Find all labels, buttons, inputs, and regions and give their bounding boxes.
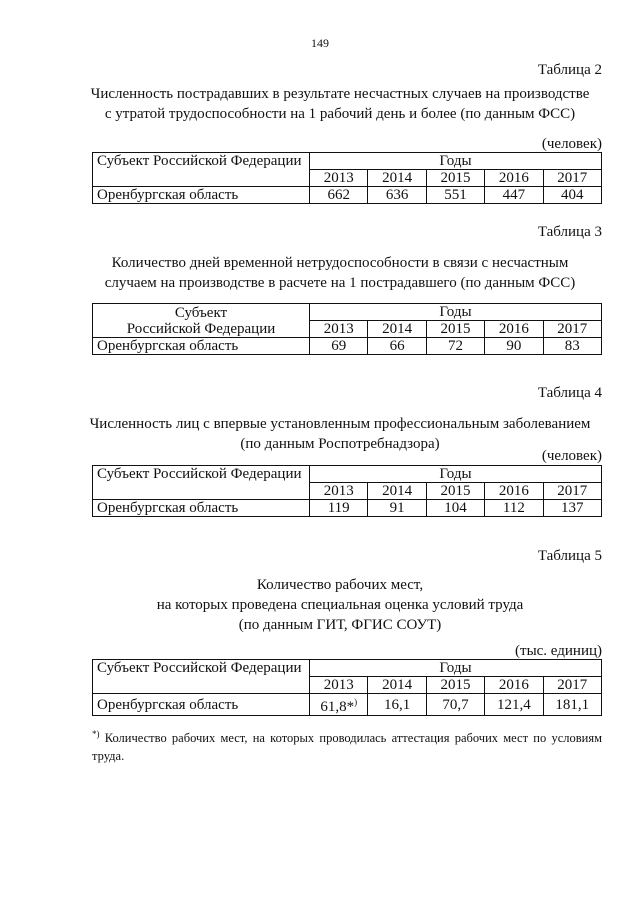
value-cell: 181,1	[543, 694, 601, 716]
year-cell: 2015	[426, 321, 484, 338]
title-line: Численность пострадавших в результате несчастных случаев на производстве	[90, 86, 590, 102]
value-cell: 119	[310, 500, 368, 517]
year-cell: 2016	[485, 483, 543, 500]
table-5	[92, 659, 602, 716]
table-row	[93, 694, 602, 716]
table-5-label: Таблица 5	[537, 548, 602, 564]
year-cell: 2016	[485, 321, 543, 338]
table-row	[93, 500, 602, 517]
year-cell: 2015	[426, 677, 484, 694]
value-cell: 447	[485, 187, 543, 204]
value-cell: 91	[368, 500, 426, 517]
year-cell: 2017	[543, 483, 601, 500]
title-line: (по данным Роспотребнадзора)	[240, 436, 440, 452]
table-header-row	[93, 466, 602, 483]
title-line: случаем на производстве в расчете на 1 пострадавшего (по данным ФСС)	[104, 275, 576, 291]
year-cell: 2014	[368, 483, 426, 500]
subject-header	[93, 304, 310, 338]
year-cell: 2016	[485, 677, 543, 694]
value-cell: 404	[543, 187, 601, 204]
title-line: с утратой трудоспособности на 1 рабочий день и более (по данным ФСС)	[104, 106, 576, 122]
footnote-mark: *)	[92, 729, 100, 739]
year-cell: 2017	[543, 677, 601, 694]
table-4-title	[70, 414, 610, 454]
value-cell: 66	[368, 338, 426, 355]
subject-header: Субъект Российской Федерации	[93, 466, 310, 500]
table-2-title	[70, 84, 610, 124]
year-cell: 2017	[543, 321, 601, 338]
year-cell: 2013	[310, 677, 368, 694]
table-3-label: Таблица 3	[537, 224, 602, 240]
subject-header: Субъект Российской Федерации	[93, 660, 310, 694]
title-line: (по данным ГИТ, ФГИС СОУТ)	[238, 617, 442, 633]
table-row	[93, 338, 602, 355]
table-3	[92, 303, 602, 355]
table-5-title	[70, 575, 610, 635]
years-header: Годы	[310, 660, 602, 677]
table-header-row	[93, 304, 602, 321]
value-cell: 16,1	[368, 694, 426, 716]
region-cell: Оренбургская область	[93, 338, 310, 355]
value-cell: 137	[543, 500, 601, 517]
value-cell: 90	[485, 338, 543, 355]
year-cell: 2013	[310, 321, 368, 338]
footnote	[92, 725, 602, 765]
value-cell: 636	[368, 187, 426, 204]
year-cell: 2014	[368, 677, 426, 694]
table-row	[93, 187, 602, 204]
value-cell: 551	[426, 187, 484, 204]
table-4-unit: (человек)	[541, 448, 602, 464]
year-cell: 2013	[310, 170, 368, 187]
subject-header: Субъект Российской Федерации	[93, 153, 310, 187]
value-cell: 69	[310, 338, 368, 355]
title-line: Количество рабочих мест,	[256, 577, 424, 593]
table-2	[92, 152, 602, 204]
years-header: Годы	[310, 304, 602, 321]
table-5-unit: (тыс. единиц)	[515, 643, 602, 659]
title-line: Количество дней временной нетрудоспособности в связи с несчастным	[111, 255, 569, 271]
page-number: 149	[311, 36, 329, 50]
table-3-title	[70, 253, 610, 293]
year-cell: 2014	[368, 321, 426, 338]
year-cell: 2013	[310, 483, 368, 500]
value-cell: 70,7	[426, 694, 484, 716]
table-header-row	[93, 660, 602, 677]
footnote-ref: )	[354, 697, 358, 707]
table-header-row	[93, 153, 602, 170]
subject-header-line: Российской Федерации	[126, 320, 276, 337]
value-cell: 662	[310, 187, 368, 204]
subject-header-line: Субъект	[174, 304, 228, 321]
table-4	[92, 465, 602, 517]
years-header: Годы	[310, 153, 602, 170]
region-cell: Оренбургская область	[93, 500, 310, 517]
year-cell: 2014	[368, 170, 426, 187]
value-cell: 72	[426, 338, 484, 355]
table-2-unit: (человек)	[541, 136, 602, 152]
table-2-label: Таблица 2	[537, 62, 602, 78]
years-header: Годы	[310, 466, 602, 483]
value-cell: 112	[485, 500, 543, 517]
value-cell: 104	[426, 500, 484, 517]
year-cell: 2015	[426, 483, 484, 500]
value-cell: 83	[543, 338, 601, 355]
value-text: 61,8*	[320, 699, 355, 715]
table-4-label: Таблица 4	[537, 385, 602, 401]
year-cell: 2017	[543, 170, 601, 187]
footnote-text: Количество рабочих мест, на которых проводилась аттестация рабочих мест по условиям труда.	[92, 731, 602, 764]
title-line: Численность лиц с впервые установленным профессиональным заболеванием	[89, 416, 591, 432]
region-cell: Оренбургская область	[93, 187, 310, 204]
value-cell: 121,4	[485, 694, 543, 716]
year-cell: 2015	[426, 170, 484, 187]
region-cell: Оренбургская область	[93, 694, 310, 716]
year-cell: 2016	[485, 170, 543, 187]
title-line: на которых проведена специальная оценка условий труда	[156, 597, 524, 613]
value-cell	[310, 694, 368, 716]
